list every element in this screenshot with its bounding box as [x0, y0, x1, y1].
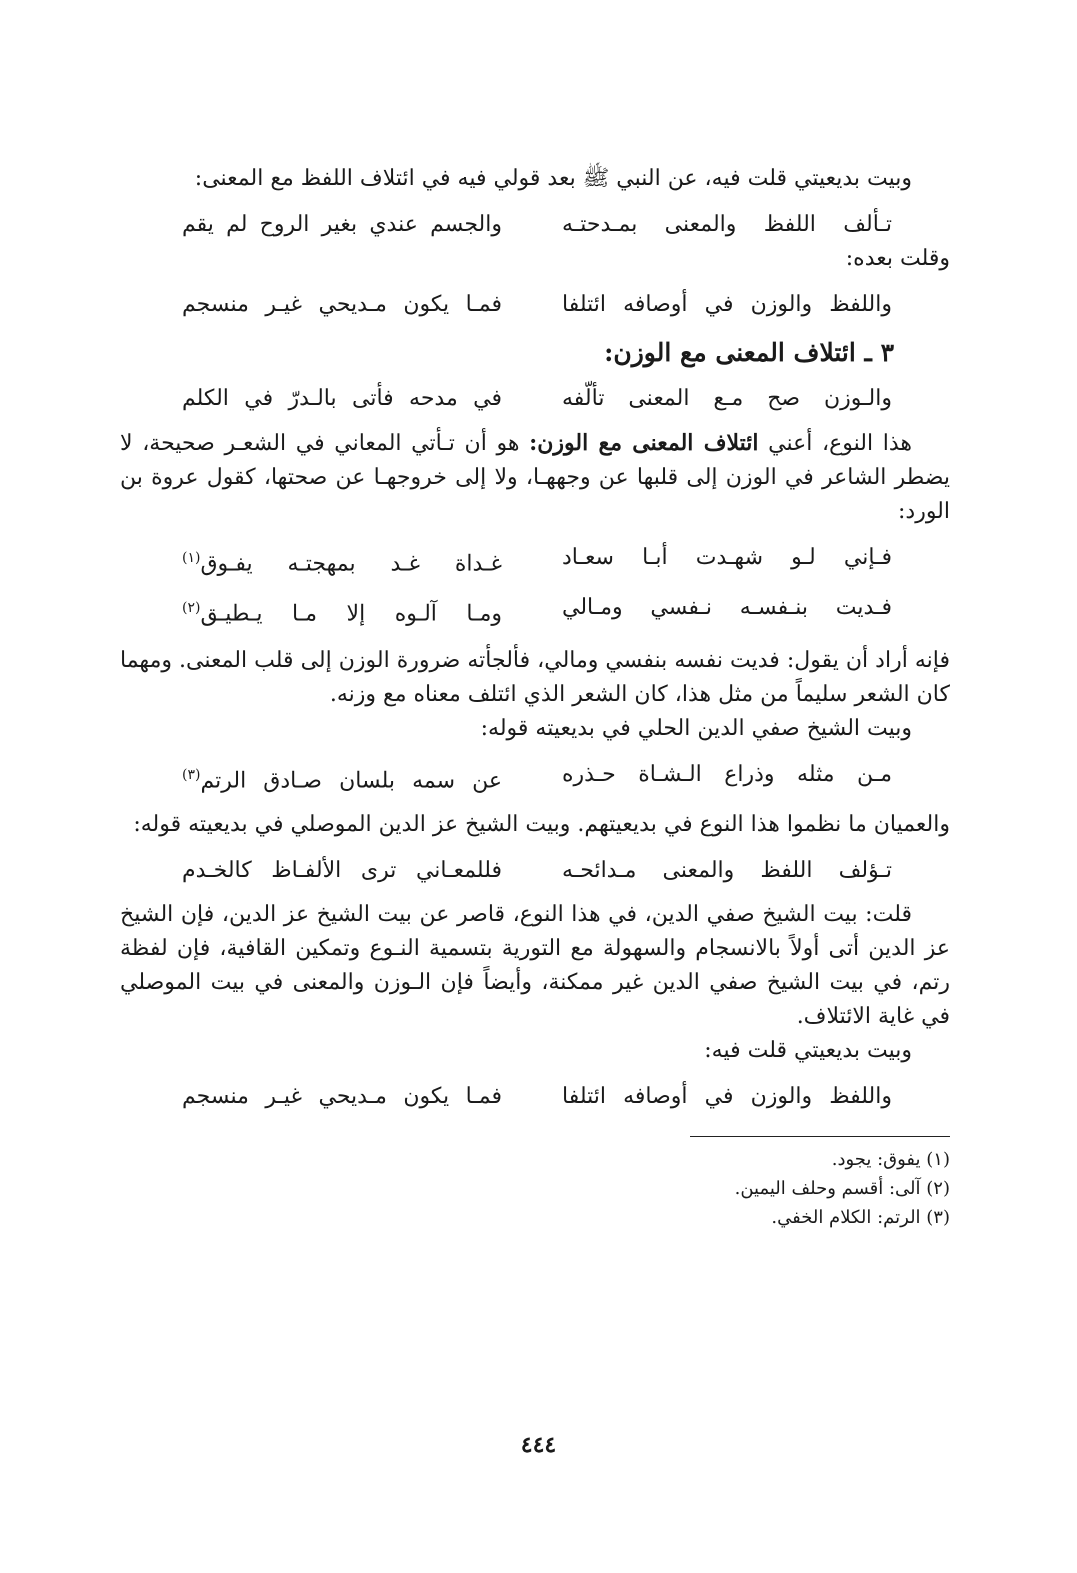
section-heading: ٣ ـ ائتلاف المعنى مع الوزن: [604, 338, 894, 367]
verse-8-second-hemistich: فمـا يكون مـديحي غيـر منسجم [182, 1083, 502, 1109]
verse-1-first-hemistich: تـألف اللفظ والمعنى بمـدحتـه [562, 212, 892, 237]
footnote-divider [690, 1136, 950, 1137]
paragraph-definition [120, 426, 950, 529]
verse-3 [120, 382, 950, 416]
verse-3-second-hemistich: في مدحه فأتى بالـدرّ في الكلم [182, 386, 502, 411]
verse-4-second-hemistich [182, 541, 502, 581]
intro-line: وبيت بديعيتي قلت فيه، عن النبي ﷺ بعد قولي فيه في ائتلاف اللفظ مع المعنى: [194, 166, 912, 191]
verse-1 [120, 208, 950, 242]
definition-term: ائتلاف المعنى مع الوزن: [529, 430, 759, 456]
paragraph-own-verse-intro: وبيت بديعيتي قلت فيه: [704, 1037, 912, 1063]
verse-4 [120, 541, 950, 581]
verse-8 [120, 1080, 950, 1114]
footnote-2: (٢) آلى: أقسم وحلف اليمين. [734, 1177, 950, 1199]
verse-8-first-hemistich: واللفظ والوزن في أوصافه ائتلفا [562, 1083, 892, 1109]
verse-7-first-hemistich: تـؤلف اللفظ والمعنى مـدائحـه [562, 857, 892, 883]
verse-1-second-hemistich: والجسم عندي بغير الروح لم يقم [182, 212, 502, 237]
verse-4-text: غـداة غـد بمهجتـه يفـوق [200, 551, 502, 577]
verse-6-text: عن سمه بلسان صـادق الرتم [200, 767, 502, 793]
verse-4-first-hemistich: فـإني لـو شهـدت أبـا سعـاد [562, 545, 892, 570]
after-verse-1: وقلت بعده: [845, 246, 950, 271]
paragraph-comparison: قلت: بيت الشيخ صفي الدين، في هذا النوع، قاصر عن بيت الشيخ عز الدين، فإن الشيخ عز الدين أتى أولاً بالانسجام والسهولة مع التورية بتسمية النـوع وتمكين القافية، فإن لفظة رتم، في بيت الشيخ صفي الدين غير ممكنة، وأيضاً فإن الـوزن والمعنى في بيت الموصلي في غاية الائتلاف. [120, 901, 950, 1029]
verse-7 [120, 854, 950, 888]
verse-5 [120, 591, 950, 631]
verse-2-first-hemistich: واللفظ والوزن في أوصافه ائتلفا [562, 292, 892, 317]
verse-5-text: ومـا آلـوه إلا مـا يـطيـق [200, 601, 502, 627]
paragraph-explanation: فإنه أراد أن يقول: فديت نفسه بنفسي ومالي، فألجأته ضرورة الوزن إلى قلب المعنى. ومهما كان الشعر سليماً من مثل هذا، كان الشعر الذي ائتلف معناه مع وزنه. [120, 647, 950, 707]
verse-2 [120, 288, 950, 322]
paragraph-safi-intro: وبيت الشيخ صفي الدين الحلي في بديعيته قوله: [480, 715, 912, 741]
definition-text: هو أن تـأتي المعاني في الشعـر صحيحة، لا يضطر الشاعر في الوزن إلى قلبها عن وجههـا، ولا إلى خروجهـا عن صحتها، كقول عروة بن الورد: [120, 431, 950, 524]
verse-6-first-hemistich: مـن مثله وذراع الـشـاة حـذره [562, 761, 892, 787]
verse-5-second-hemistich [182, 591, 502, 631]
paragraph-mosuli-intro: والعميان ما نظموا هذا النوع في بديعيتهم. وبيت الشيخ عز الدين الموصلي في بديعيته قوله: [133, 811, 950, 837]
footnote-3: (٣) الرتم: الكلام الخفي. [771, 1206, 950, 1228]
footnote-mark-1: (١) [182, 550, 201, 566]
definition-lead: هذا النوع، أعني [758, 431, 912, 456]
footnote-mark-3: (٣) [182, 766, 201, 783]
footnote-1: (١) يفوق: يجود. [831, 1148, 950, 1170]
verse-5-first-hemistich: فـديت بنـفسـه نـفسي ومـالي [562, 595, 892, 621]
footnote-mark-2: (٢) [182, 600, 201, 617]
verse-7-second-hemistich: فللمعـاني ترى الألفـاظ كالخـدم [182, 857, 502, 883]
verse-2-second-hemistich: فمـا يكون مـديحي غيـر منسجم [182, 292, 502, 317]
verse-6-second-hemistich [182, 758, 502, 798]
verse-3-first-hemistich: والـوزن صح مـع المعنى تألّفه [562, 386, 892, 411]
page-body [120, 162, 950, 1232]
page-number: ٤٤٤ [520, 1432, 557, 1458]
verse-6 [120, 758, 950, 798]
